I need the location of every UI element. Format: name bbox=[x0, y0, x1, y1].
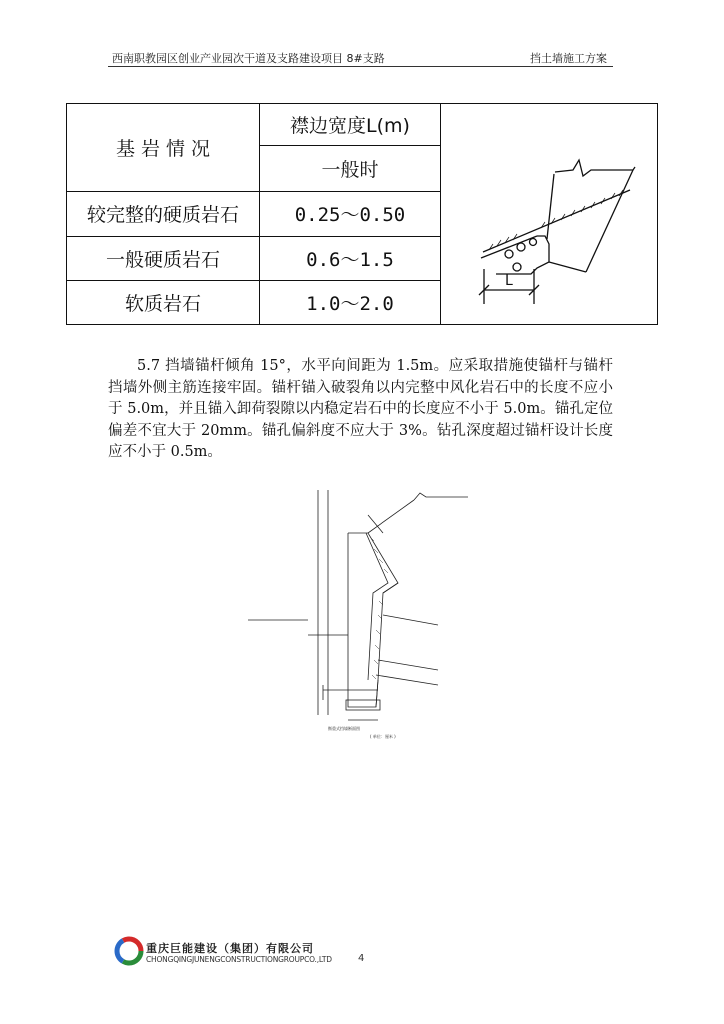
table-header-bedrock: 基 岩 情 况 bbox=[67, 104, 260, 192]
table-cell-width: 0.25～0.50 bbox=[260, 192, 441, 236]
diagram-label-l: L bbox=[505, 273, 513, 289]
setback-diagram-cell bbox=[441, 104, 658, 325]
bedrock-table bbox=[66, 103, 658, 325]
table-cell-rock: 一般硬质岩石 bbox=[67, 236, 260, 280]
table-cell-width: 1.0～2.0 bbox=[260, 280, 441, 324]
header-doc-title: 挡土墙施工方案 bbox=[530, 52, 607, 65]
table-cell-rock: 较完整的硬质岩石 bbox=[67, 192, 260, 236]
header-project: 西南职教园区创业产业园次干道及支路建设项目 8#支路 bbox=[112, 52, 385, 65]
table-cell-width: 0.6～1.5 bbox=[260, 236, 441, 280]
footer-company-cn: 重庆巨能建设（集团）有限公司 bbox=[146, 942, 314, 955]
company-logo bbox=[114, 936, 144, 966]
anchor-specification-paragraph bbox=[108, 356, 613, 464]
table-cell-rock: 软质岩石 bbox=[67, 280, 260, 324]
paragraph-text: 5.7 挡墙锚杆倾角 15°，水平向间距为 1.5m。应采取措施使锚杆与锚杆挡墙外侧主筋连接牢固。锚杆锚入破裂角以内完整中风化岩石中的长度不应小于 5.0m，并且锚入卸荷裂隙以内稳定岩石中的长度应不小于 5.0m。锚孔定位偏差不宜大于 20mm。锚孔偏斜度不应大于 3%。钻孔深度超过锚杆设计长度应不小于 0.5m。 bbox=[108, 358, 613, 460]
table-header-width: 襟边宽度L(m) bbox=[260, 104, 441, 146]
figure-scale-note: ( 单位：厘米 ) bbox=[370, 734, 396, 739]
page-number: 4 bbox=[358, 953, 365, 964]
table-header-normal: 一般时 bbox=[260, 146, 441, 192]
page-header bbox=[108, 48, 613, 67]
setback-diagram bbox=[441, 104, 657, 319]
figure-caption: 衡重式挡墙断面图 bbox=[328, 726, 360, 731]
retaining-wall-section-figure bbox=[248, 475, 468, 745]
footer-company-en: CHONGQINGJUNENGCONSTRUCTIONGROUPCO.,LTD bbox=[146, 955, 332, 964]
